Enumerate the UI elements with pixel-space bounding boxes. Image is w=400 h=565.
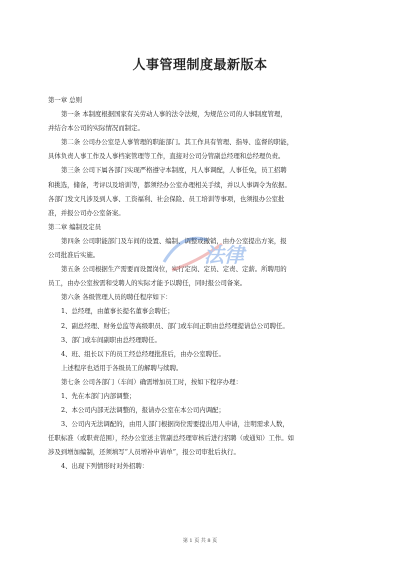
body-line: 上述程序也适用于各级员工的解聘与续聘。: [61, 363, 183, 372]
body-line: 并结合本公司的实际情况而制定。: [48, 124, 144, 133]
body-line: 公司批准后实施。: [48, 251, 100, 260]
body-line: 具体负责人事工作及人事档案管理等工作，直接对公司分管副总经理和总经理负责。: [48, 152, 285, 161]
body-line: 涉及到增加编制，还须填写“人员增补申请单”，报公司审批后执行。: [48, 448, 240, 457]
body-line: 第二条 公司办公室是人事管理的职能部门。其工作具有管理、指导、监督的职能，: [61, 138, 294, 147]
body-line: 准，并报公司办公室备案。: [48, 208, 125, 217]
body-line: 1、总经理，由董事长提名董事会聘任；: [61, 307, 174, 316]
document-body: [48, 93, 352, 474]
body-line: 2、本公司内部无法调整的，报请办公室在本公司内调配；: [61, 406, 225, 415]
body-line: 员工，由办公室按需和受聘人的实际才能予以聘任，同时报公司备案。: [48, 279, 247, 288]
watermark-text: 法律: [204, 245, 244, 267]
body-line: 第七条 公司各部门（车间）确需增加员工时，按如下程序办理：: [61, 377, 242, 386]
body-line: 2、副总经理、财务总监等高级职员、部门或车间正职由总经理提请总公司聘任。: [61, 321, 289, 330]
body-line: 3、公司内无法调配的，由用人部门根据岗位需要提出用人申请，注明需求人数，: [61, 420, 289, 429]
body-line: 第六条 各级管理人员的聘任程序如下：: [61, 293, 172, 302]
body-line: 第二章 编制及定员: [48, 222, 102, 231]
body-line: 4、出现下列情形时对外招聘：: [61, 462, 149, 471]
document-title: 人事管理制度最新版本: [132, 58, 268, 73]
body-line: 第一章 总则: [48, 96, 82, 104]
body-line: 和挑选，储备，考评以及培训等，都须经办公室办理相关手续，并以人事调令为依据。: [48, 180, 291, 189]
watermark-logo: [152, 222, 252, 282]
body-line: 第三条 公司下属各部门实现严格遵守本制度，凡人事调配，人事任免，员工招聘: [61, 166, 287, 175]
body-line: 4、班、组长以下的员工经总经理批准后，由办公室聘任。: [61, 349, 225, 358]
body-line: 第五条 公司根据生产需要而设置岗位，实行定岗、定员、定责、定薪。所聘用的: [61, 265, 287, 274]
body-line: 第四条 公司职能部门及车间的设置、编制、调整或撤销，由办公室提出方案，报: [61, 236, 287, 245]
body-line: 任职标准（或职责范围），经办公室送主管副总经理审核后进行招聘（或通知）工作。如: [48, 434, 295, 443]
body-line: 各部门发文凡涉及到人事、工资福利、社会保险、员工培训等事项，也须报办公室批: [48, 194, 285, 203]
body-line: 1、先在本部门内部调整；: [61, 391, 136, 400]
page-footer: 第 1 页 共 8 页: [182, 538, 218, 544]
body-line: 3、部门或车间副职由总经理聘任。: [61, 335, 161, 344]
body-line: 第一条 本制度根据国家有关劳动人事的法令法规，为规范公司的人事制度管理，: [61, 110, 287, 119]
